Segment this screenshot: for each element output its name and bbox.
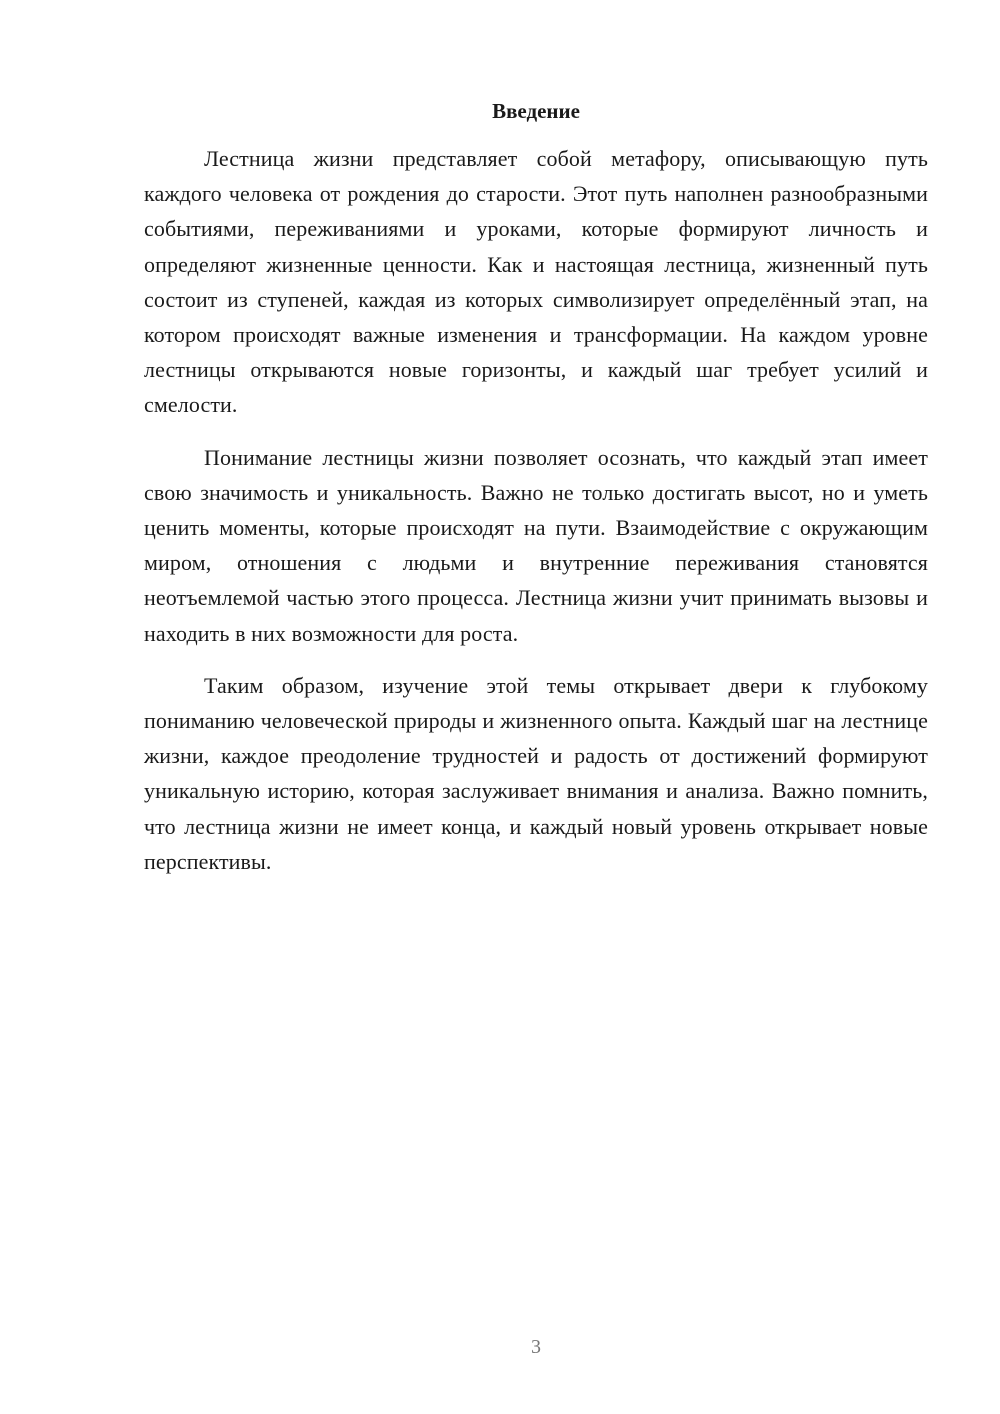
page-number: 3 bbox=[531, 1336, 541, 1358]
paragraph-3: Таким образом, изучение этой темы открывает двери к глубокому пониманию человеческой природы и жизненного опыта. Каждый шаг на лестнице жизни, каждое преодоление трудностей и радость от достижений формируют уникальную историю, которая заслуживает внимания и анализа. Важно помнить, что лестница жизни не имеет конца, и каждый новый уровень открывает новые перспективы. bbox=[144, 672, 928, 874]
paragraph-2: Понимание лестницы жизни позволяет осознать, что каждый этап имеет свою значимость и уникальность. Важно не только достигать высот, но и уметь ценить моменты, которые происходят на пути. Взаимодействие с окружающим миром, отношения с людьми и внутренние переживания становятся неотъемлемой частью этого процесса. Лестница жизни учит принимать вызовы и находить в них возможности для роста. bbox=[144, 444, 928, 646]
section-title: Введение bbox=[492, 99, 580, 123]
paragraph-1: Лестница жизни представляет собой метафору, описывающую путь каждого человека от рождения до старости. Этот путь наполнен разнообразными событиями, переживаниями и уроками, которые формируют личность и определяют жизненные ценности. Как и настоящая лестница, жизненный путь состоит из ступеней, каждая из которых символизирует определённый этап, на котором происходят важные изменения и трансформации. На каждом уровне лестницы открываются новые горизонты, и каждый шаг требует усилий и смелости. bbox=[144, 146, 928, 418]
body-text bbox=[144, 141, 928, 879]
